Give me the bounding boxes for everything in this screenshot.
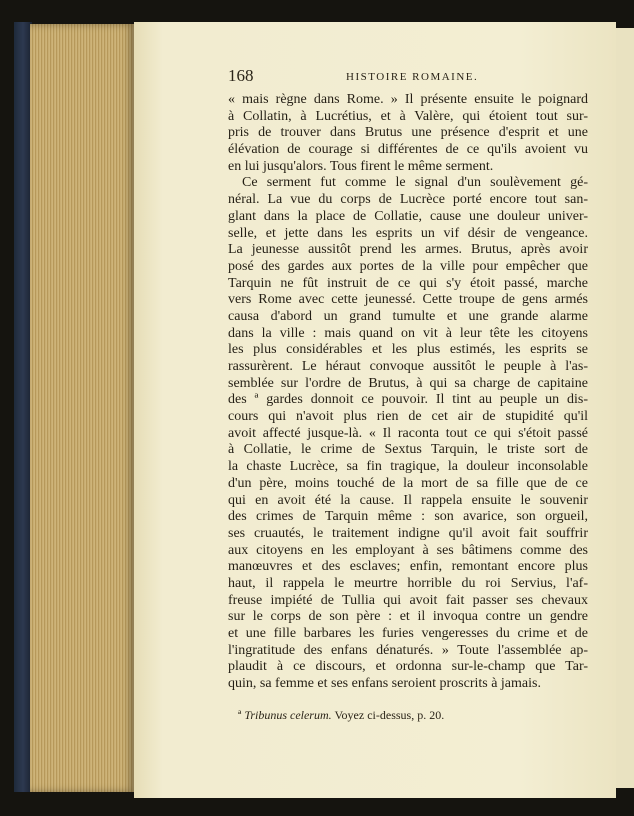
text-line: des ª gardes donnoit ce pouvoir. Il tint au peuple un dis- <box>228 392 588 408</box>
text-line: cours qui n'avoit plus rien de cet air de stupidité qu'il <box>228 409 588 425</box>
text-line: quin, sa femme et ses enfans seroient proscrits à jamais. <box>228 676 541 692</box>
text-line: selle, et jette dans les esprits un vif désir de vengeance. <box>228 225 588 241</box>
text-line: néral. La vue du corps de Lucrèce porté encore tout san- <box>228 192 588 208</box>
text-line: la chaste Lucrèce, sa fin tragique, la douleur inconsolable <box>228 459 588 475</box>
facing-page-edge <box>616 28 634 788</box>
text-line: plaudit à ce discours, et ordonna sur-le-champ que Tar- <box>228 659 588 675</box>
text-line: manœuvres et des esclaves; enfin, remontant encore plus <box>228 559 588 575</box>
body-text <box>228 92 588 693</box>
text-line: d'un père, moins touché de la mort de sa fille que de ce <box>228 475 588 491</box>
footnote <box>238 708 444 723</box>
text-line: rassurèrent. Le héraut convoque aussitôt le peuple à l'as- <box>228 359 588 374</box>
text-line: élévation de courage si différentes de ce qu'ils avoient vu <box>228 142 588 158</box>
text-line: vers Rome avec cette jeunessé. Cette troupe de gens armés <box>228 292 588 308</box>
text-line: causa d'abord un grand tumulte et une grande alarme <box>228 308 588 324</box>
text-line: l'ingratitude des enfans dénaturés. » Toute l'assemblée ap- <box>228 642 588 658</box>
text-line: à Collatin, à Lucrétius, et à Valère, qui étoient tout sur- <box>228 108 588 124</box>
text-line: haut, il rappela le meurtre horrible du roi Servius, l'af- <box>228 575 588 591</box>
page-edges <box>30 24 136 792</box>
text-line: semblée sur l'ordre de Brutus, à qui sa charge de capitaine <box>228 375 588 391</box>
footnote-marker: ª <box>238 708 242 722</box>
text-line: à Collatie, le crime de Sextus Tarquin, le triste sort de <box>228 442 588 458</box>
text-line: en lui jusqu'alors. Tous firent le même serment. <box>228 158 494 174</box>
text-line: ses cruautés, le traitement indigne qu'il avoit fait souffrir <box>228 525 588 541</box>
page-number: 168 <box>228 66 254 85</box>
text-line: Tarquin ne fût instruit de ce qui s'y étoit passé, marche <box>228 275 588 291</box>
text-line: et une fille barbares les furies vengeresses du crime et de <box>228 626 588 641</box>
text-line: Ce serment fut comme le signal d'un soulèvement gé- <box>242 175 588 191</box>
text-line: pris de trouver dans Brutus une présence d'esprit et une <box>228 125 588 141</box>
text-line: « mais règne dans Rome. » Il présente ensuite le poignard <box>228 92 588 107</box>
text-line: glant dans la place de Collatie, cause une douleur univer- <box>228 208 588 224</box>
text-line: avoit affecté jusque-là. « Il raconta tout ce qui s'étoit passé <box>228 425 588 441</box>
text-line: aux citoyens en les employant à ses bâtimens comme des <box>228 542 588 558</box>
text-line: La jeunesse aussitôt prend les armes. Brutus, après avoir <box>228 242 588 258</box>
text-line: sur le corps de son père : et il invoqua contre un gendre <box>228 609 588 625</box>
footnote-italic: Tribunus celerum. <box>244 708 332 722</box>
text-line: posé des gardes aux portes de la ville pour empêcher que <box>228 258 588 274</box>
text-line: des crimes de Tarquin même : son avarice, son orgueil, <box>228 509 588 525</box>
running-head: HISTOIRE ROMAINE. <box>346 71 479 83</box>
text-line: les plus considérables et les plus estimés, les esprits se <box>228 342 588 358</box>
text-line: qui en avoit été la cause. Il rappela ensuite le souvenir <box>228 492 588 508</box>
footnote-text: Voyez ci-dessus, p. 20. <box>331 708 445 722</box>
text-line: freuse impiété de Tullia qui avoit fait passer ses chevaux <box>228 592 588 608</box>
page-header <box>228 66 588 86</box>
text-line: dans la ville : mais quand on vit à leur tête les citoyens <box>228 325 588 341</box>
